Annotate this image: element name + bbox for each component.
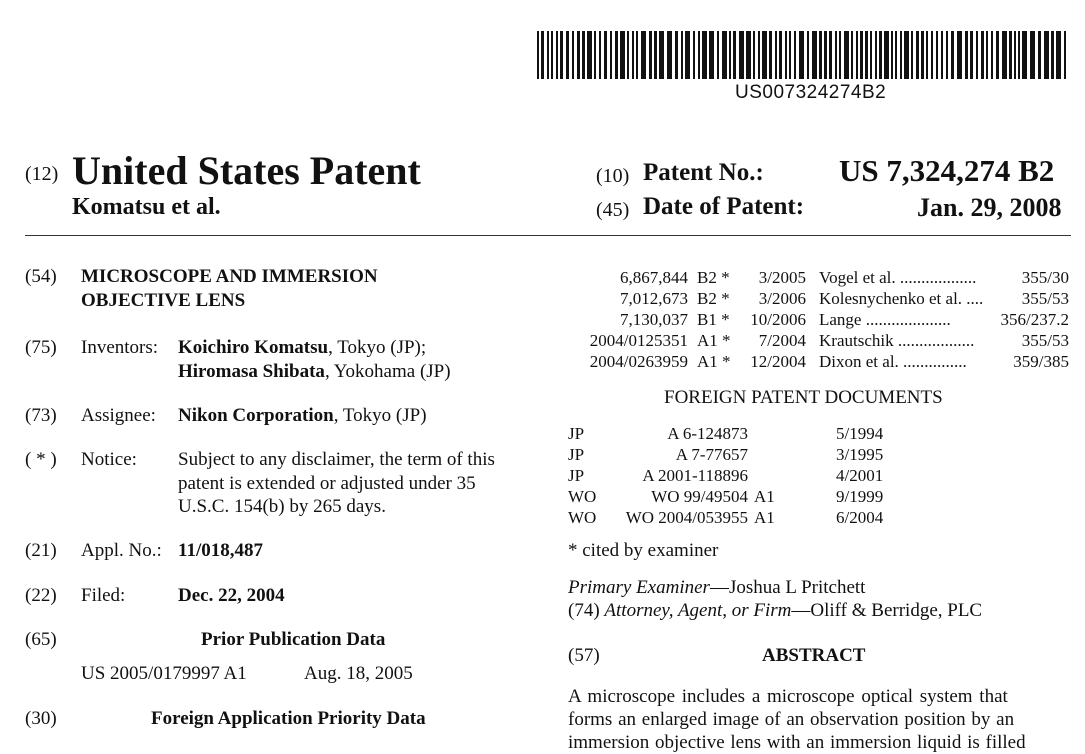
barcode-bar [839, 31, 841, 79]
assignee-location: , Tokyo (JP) [333, 405, 427, 426]
abstract-heading: ABSTRACT [762, 645, 866, 666]
reference-kind: A1 * [697, 352, 731, 371]
invention-title-line1: MICROSCOPE AND IMMERSION [81, 266, 378, 287]
barcode-bar [904, 31, 909, 79]
barcode-bar [587, 31, 592, 79]
cited-by-examiner: * cited by examiner [568, 540, 719, 561]
barcode-bar [1009, 31, 1012, 79]
abstract-line3: immersion objective lens with an immersion liquid is filled [568, 732, 1026, 753]
reference-inventor: Vogel et al. .................. [819, 268, 977, 287]
field-code-73: (73) [25, 405, 57, 426]
patent-no-label: Patent No.: [643, 159, 764, 186]
barcode-bar [812, 31, 817, 79]
barcode-bar [1044, 31, 1049, 79]
barcode-bar [835, 31, 837, 79]
barcode-bar [936, 31, 938, 79]
reference-number: 7,012,673 [620, 289, 688, 308]
document-title: United States Patent [72, 148, 421, 193]
foreign-doc-number: A 7-77657 [675, 445, 748, 464]
foreign-doc-kind: A1 [754, 487, 775, 506]
barcode-bar [941, 31, 943, 79]
reference-date: 7/2004 [758, 331, 806, 350]
barcode-bar [1030, 31, 1035, 79]
reference-inventor: Krautschik .................. [819, 331, 975, 350]
barcode-bar [537, 31, 539, 79]
barcode-bar [785, 31, 787, 79]
reference-kind: B2 * [697, 268, 730, 287]
barcode-bar [844, 31, 849, 79]
barcode-bar [667, 31, 672, 79]
barcode-bar [1051, 31, 1054, 79]
barcode-bar [610, 31, 612, 79]
barcode-bar [976, 31, 978, 79]
barcode-bar [762, 31, 767, 79]
barcode-bar [851, 31, 853, 79]
date-code: (45) [596, 199, 630, 221]
inventors-label: Inventors: [81, 337, 159, 358]
barcode-bar [951, 31, 954, 79]
barcode-bar [916, 31, 919, 79]
foreign-doc-number: A 2001-118896 [642, 466, 748, 485]
abstract-code: (57) [568, 645, 600, 666]
attorney-name: —Oliff & Berridge, PLC [791, 600, 983, 621]
inventor-2 [178, 361, 451, 383]
foreign-doc-number: A 6-124873 [667, 424, 748, 443]
barcode-bar [879, 31, 882, 79]
reference-class: 355/53 [1021, 289, 1069, 308]
barcode-bar [654, 31, 657, 79]
appl-no-value: 11/018,487 [178, 540, 263, 561]
barcode-bar [746, 31, 751, 79]
barcode-bar [577, 31, 580, 79]
assignee [178, 405, 427, 427]
barcode-number: US007324274B2 [735, 82, 887, 103]
barcode-bar [675, 31, 678, 79]
reference-date: 10/2006 [750, 310, 806, 329]
barcode-bar [957, 31, 962, 79]
foreign-doc-date: 9/1999 [836, 487, 884, 506]
barcode-bar [758, 31, 760, 79]
barcode-bar [946, 31, 948, 79]
barcode-bar [895, 31, 897, 79]
reference-number: 7,130,037 [620, 310, 688, 329]
barcode-bar [632, 31, 634, 79]
barcode-bar [829, 31, 832, 79]
barcode-bar [599, 31, 601, 79]
reference-kind: B1 * [697, 310, 730, 329]
filed-label: Filed: [81, 585, 126, 606]
barcode-bar [636, 31, 638, 79]
barcode-bar [986, 31, 988, 79]
reference-date: 3/2005 [758, 268, 806, 287]
barcode-bar [1064, 31, 1066, 79]
field-code-54: (54) [25, 266, 57, 287]
barcode-bar [620, 31, 625, 79]
reference-inventor: Kolesnychenko et al. .... [819, 289, 984, 308]
filed-date: Dec. 22, 2004 [178, 585, 285, 606]
barcode-bar [860, 31, 863, 79]
barcode-bar [921, 31, 924, 79]
barcode-bar [659, 31, 664, 79]
reference-class: 355/30 [1021, 268, 1069, 287]
barcode-bar [733, 31, 736, 79]
reference-class: 359/385 [1013, 352, 1069, 371]
reference-kind: B2 * [697, 289, 730, 308]
reference-kind: A1 * [697, 331, 731, 350]
reference-inventor: Dixon et al. ............... [819, 352, 967, 371]
barcode-bar [1056, 31, 1061, 79]
header-divider [25, 235, 1071, 236]
barcode-bar [556, 31, 558, 79]
barcode-bar [965, 31, 968, 79]
barcode-bar [551, 31, 553, 79]
barcode-bar [856, 31, 858, 79]
barcode-bar [891, 31, 893, 79]
barcode-image [537, 31, 1070, 79]
field-code-21: (21) [25, 540, 57, 561]
inventor-1-location: , Tokyo (JP); [328, 337, 427, 358]
prior-publication-heading: Prior Publication Data [201, 629, 386, 650]
primary-examiner-name: —Joshua L Pritchett [709, 577, 866, 598]
barcode-bar [729, 31, 731, 79]
abstract-line2: forms an enlarged image of an observation position by an [568, 709, 1015, 730]
reference-date: 12/2004 [750, 352, 806, 371]
notice-label: Notice: [81, 449, 137, 470]
barcode-bar [547, 31, 549, 79]
barcode-bar [769, 31, 772, 79]
barcode-bar [582, 31, 585, 79]
inventor-1-name: Koichiro Komatsu [178, 337, 329, 358]
barcode-bar [981, 31, 984, 79]
field-code-75: (75) [25, 337, 57, 358]
reference-inventor: Lange .................... [819, 310, 951, 329]
barcode-bar [794, 31, 796, 79]
barcode-bar [926, 31, 928, 79]
foreign-doc-country: JP [568, 445, 585, 464]
barcode-bar [1002, 31, 1007, 79]
reference-date: 3/2006 [758, 289, 806, 308]
prior-publication-date: Aug. 18, 2005 [304, 663, 413, 684]
barcode-bar [627, 31, 629, 79]
barcode-bar [560, 31, 563, 79]
reference-class: 356/237.2 [1000, 310, 1069, 329]
field-code-notice: ( * ) [25, 449, 57, 470]
barcode-bar [884, 31, 889, 79]
barcode-bar [911, 31, 913, 79]
barcode-bar [722, 31, 727, 79]
field-code-22: (22) [25, 585, 57, 606]
barcode-bar [1014, 31, 1016, 79]
title-code: (12) [25, 163, 59, 185]
attorney-label: Attorney, Agent, or Firm [604, 600, 792, 621]
invention-title-line2: OBJECTIVE LENS [81, 290, 246, 311]
barcode-bar [702, 31, 707, 79]
barcode-bar [865, 31, 868, 79]
barcode-bar [991, 31, 993, 79]
foreign-doc-date: 3/1995 [836, 445, 884, 464]
date-label: Date of Patent: [643, 193, 805, 220]
barcode-bar [753, 31, 755, 79]
foreign-doc-date: 5/1994 [836, 424, 884, 443]
foreign-doc-date: 6/2004 [836, 508, 884, 527]
barcode-bar [996, 31, 999, 79]
notice-line2: patent is extended or adjusted under 35 [178, 473, 476, 494]
barcode-bar [779, 31, 782, 79]
barcode-bar [693, 31, 695, 79]
barcode-bar [807, 31, 809, 79]
barcode-bar [604, 31, 607, 79]
reference-number: 2004/0125351 [589, 331, 688, 350]
barcode-bar [870, 31, 872, 79]
reference-class: 355/53 [1021, 331, 1069, 350]
prior-publication-number: US 2005/0179997 A1 [81, 663, 247, 684]
foreign-doc-country: WO [568, 508, 597, 527]
foreign-doc-number: WO 2004/053955 [625, 508, 748, 527]
barcode-bar [970, 31, 973, 79]
barcode-bar [615, 31, 618, 79]
barcode-bar [572, 31, 574, 79]
barcode-bar [739, 31, 744, 79]
barcode-bar [541, 31, 544, 79]
barcode-bar [819, 31, 822, 79]
abstract-line1: A microscope includes a microscope optical system that [568, 686, 1008, 707]
patent-no-code: (10) [596, 165, 630, 187]
barcode-bar [681, 31, 683, 79]
attorney-code: (74) [568, 600, 600, 621]
barcode-bar [1022, 31, 1027, 79]
barcode-bar [824, 31, 827, 79]
barcode-bar [698, 31, 700, 79]
primary-examiner-label: Primary Examiner [568, 577, 710, 598]
barcode-bar [900, 31, 902, 79]
patent-number: US 7,324,274 B2 [839, 153, 1055, 188]
inventor-2-location: , Yokohama (JP) [324, 361, 451, 382]
barcode-bar [685, 31, 690, 79]
barcode-bar [875, 31, 877, 79]
reference-number: 6,867,844 [620, 268, 688, 287]
primary-examiner [568, 577, 865, 599]
barcode-bar [799, 31, 804, 79]
barcode-bar [641, 31, 646, 79]
reference-number: 2004/0263959 [589, 352, 688, 371]
barcode-bar [566, 31, 569, 79]
inventor-1 [178, 337, 426, 359]
barcode-bar [594, 31, 596, 79]
notice-line3: U.S.C. 154(b) by 265 days. [178, 496, 386, 517]
barcode-bar [1018, 31, 1020, 79]
barcode-bar [649, 31, 652, 79]
barcode-bar [775, 31, 777, 79]
barcode-bar [717, 31, 719, 79]
assignee-label: Assignee: [81, 405, 156, 426]
field-code-65: (65) [25, 629, 57, 650]
notice-line1: Subject to any disclaimer, the term of this [178, 449, 495, 470]
foreign-priority-heading: Foreign Application Priority Data [151, 708, 426, 729]
foreign-docs-heading: FOREIGN PATENT DOCUMENTS [664, 387, 943, 408]
barcode-bar [709, 31, 714, 79]
foreign-doc-country: WO [568, 487, 597, 506]
foreign-doc-date: 4/2001 [836, 466, 884, 485]
field-code-30: (30) [25, 708, 57, 729]
patent-date: Jan. 29, 2008 [917, 193, 1062, 222]
appl-no-label: Appl. No.: [81, 540, 162, 561]
foreign-doc-number: WO 99/49504 [651, 487, 748, 506]
assignee-name: Nikon Corporation [178, 405, 334, 426]
foreign-doc-country: JP [568, 466, 585, 485]
foreign-doc-country: JP [568, 424, 585, 443]
attorney [568, 600, 982, 622]
inventor-short: Komatsu et al. [72, 194, 221, 220]
foreign-doc-kind: A1 [754, 508, 775, 527]
barcode-bar [789, 31, 791, 79]
inventor-2-name: Hiromasa Shibata [178, 361, 325, 382]
barcode-bar [1038, 31, 1041, 79]
barcode-bar [931, 31, 933, 79]
